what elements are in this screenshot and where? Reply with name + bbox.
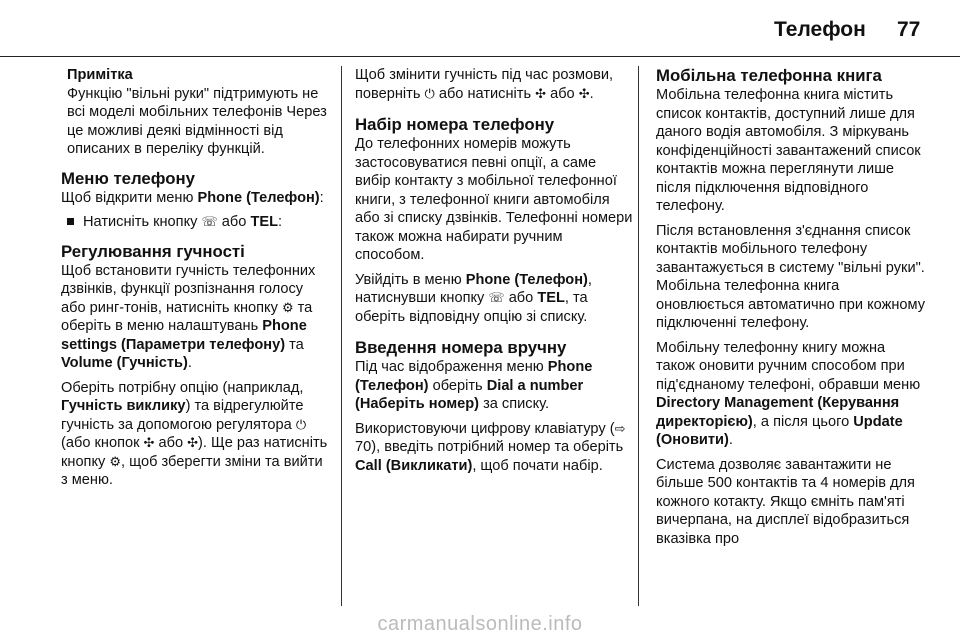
bullet-item: Натисніть кнопку ☏ або TEL: bbox=[61, 213, 329, 232]
page-header bbox=[0, 0, 960, 56]
heading-manual-entry: Введення номера вручну bbox=[355, 338, 567, 357]
paragraph: Використовуючи цифрову клавіатуру (⇨70), введіть потрібний номер та оберіть Call (Викликати), щоб почати набір. bbox=[355, 420, 626, 474]
paragraph: Увійдіть в меню Phone (Телефон), натиснувши кнопку ☏ або TEL, та оберіть відповідну опцію зі списку. bbox=[355, 271, 592, 325]
page-reference-icon: ⇨ bbox=[614, 420, 626, 436]
column-middle bbox=[355, 66, 635, 475]
paragraph: Оберіть потрібну опцію (наприклад, Гучність виклику) та відрегулюйте гучність за допомогою регулятора ⏻ (або кнопок ✣ або ✣). Ще раз натисніть кнопку ⚙, щоб зберегти зміни та вийти з меню. bbox=[61, 379, 328, 488]
note-text: Функцію "вільні руки" підтримують не всі моделі мобільних телефонів Через це можливі деякі відмінності від описаних в переліку функцій. bbox=[67, 85, 327, 157]
knob-icon: ⏻ bbox=[424, 85, 435, 101]
paragraph: Після встановлення з'єднання список контактів мобільного телефону завантажується в систему "вільні руки". Мобільна телефонна книга оновлюється автоматично при кожному підключенні телефону. bbox=[656, 222, 926, 331]
config-icon: ⚙ bbox=[281, 299, 294, 315]
page-number: 77 bbox=[897, 18, 921, 41]
heading-mobile-phonebook: Мобільна телефонна книга bbox=[656, 66, 882, 85]
phone-icon: ☏ bbox=[488, 290, 505, 305]
header-rule bbox=[0, 56, 960, 57]
paragraph: Під час відображення меню Phone (Телефон) оберіть Dial a number (Наберіть номер) за списку. bbox=[355, 359, 593, 412]
phone-icon: ☏ bbox=[201, 214, 218, 229]
bullet-marker bbox=[67, 218, 74, 225]
page-reference: 70 bbox=[355, 439, 372, 455]
page-title: Телефон bbox=[774, 18, 866, 41]
heading-volume: Регулювання гучності bbox=[61, 241, 245, 261]
paragraph: Щоб змінити гучність під час розмови, поверніть ⏻ або натисніть ✣ або ✣. bbox=[355, 67, 614, 102]
note-title: Примітка bbox=[67, 67, 133, 83]
paragraph: Мобільну телефонну книгу можна також оновити ручним способом при під'єднаному телефоні, обравши меню Directory Management (Керування директорією), а після цього Update (Оновити). bbox=[656, 339, 921, 448]
note-block bbox=[67, 66, 329, 159]
volume-down-icon: ✣ bbox=[187, 435, 199, 450]
paragraph: До телефонних номерів можуть застосовуватися певні опції, а саме вибір контакту з мобільної телефонної книги, з телефонної книги автомобіля або зі списку дзвінків. Телефонні номери також можна набирати ручним способом. bbox=[355, 136, 633, 263]
watermark: carmanualsonline.info bbox=[377, 613, 583, 635]
column-divider bbox=[341, 66, 342, 606]
volume-down-icon: ✣ bbox=[578, 85, 590, 101]
heading-phone-menu: Меню телефону bbox=[61, 168, 195, 188]
column-divider bbox=[638, 66, 639, 606]
volume-up-icon: ✣ bbox=[143, 435, 155, 450]
knob-icon: ⏻ bbox=[295, 416, 307, 432]
paragraph: Щоб відкрити меню Phone (Телефон): bbox=[61, 189, 324, 206]
column-left bbox=[61, 66, 329, 490]
paragraph: Щоб встановити гучність телефонних дзвінків, функції розпізнання голосу або ринг-тонів, натисніть кнопку ⚙ та оберіть в меню налаштувань Phone settings (Параметри телефону) та Volume (Гучність). bbox=[61, 262, 316, 371]
volume-up-icon: ✣ bbox=[535, 85, 547, 101]
config-icon: ⚙ bbox=[109, 453, 122, 469]
heading-dial-number: Набір номера телефону bbox=[355, 115, 555, 134]
paragraph: Система дозволяє завантажити не більше 500 контактів та 4 номерів для кожного котакту. Якщо ємніть пам'яті вичерпана, на дисплеї відобразиться вказівка про bbox=[656, 456, 915, 547]
column-right bbox=[656, 66, 926, 548]
paragraph: Мобільна телефонна книга містить список контактів, доступний лише для даного водія автомобіля. З міркувань конфіденційності завантажений список контактів можна переглянути лише після підключення відповідного телефону. bbox=[656, 87, 921, 214]
